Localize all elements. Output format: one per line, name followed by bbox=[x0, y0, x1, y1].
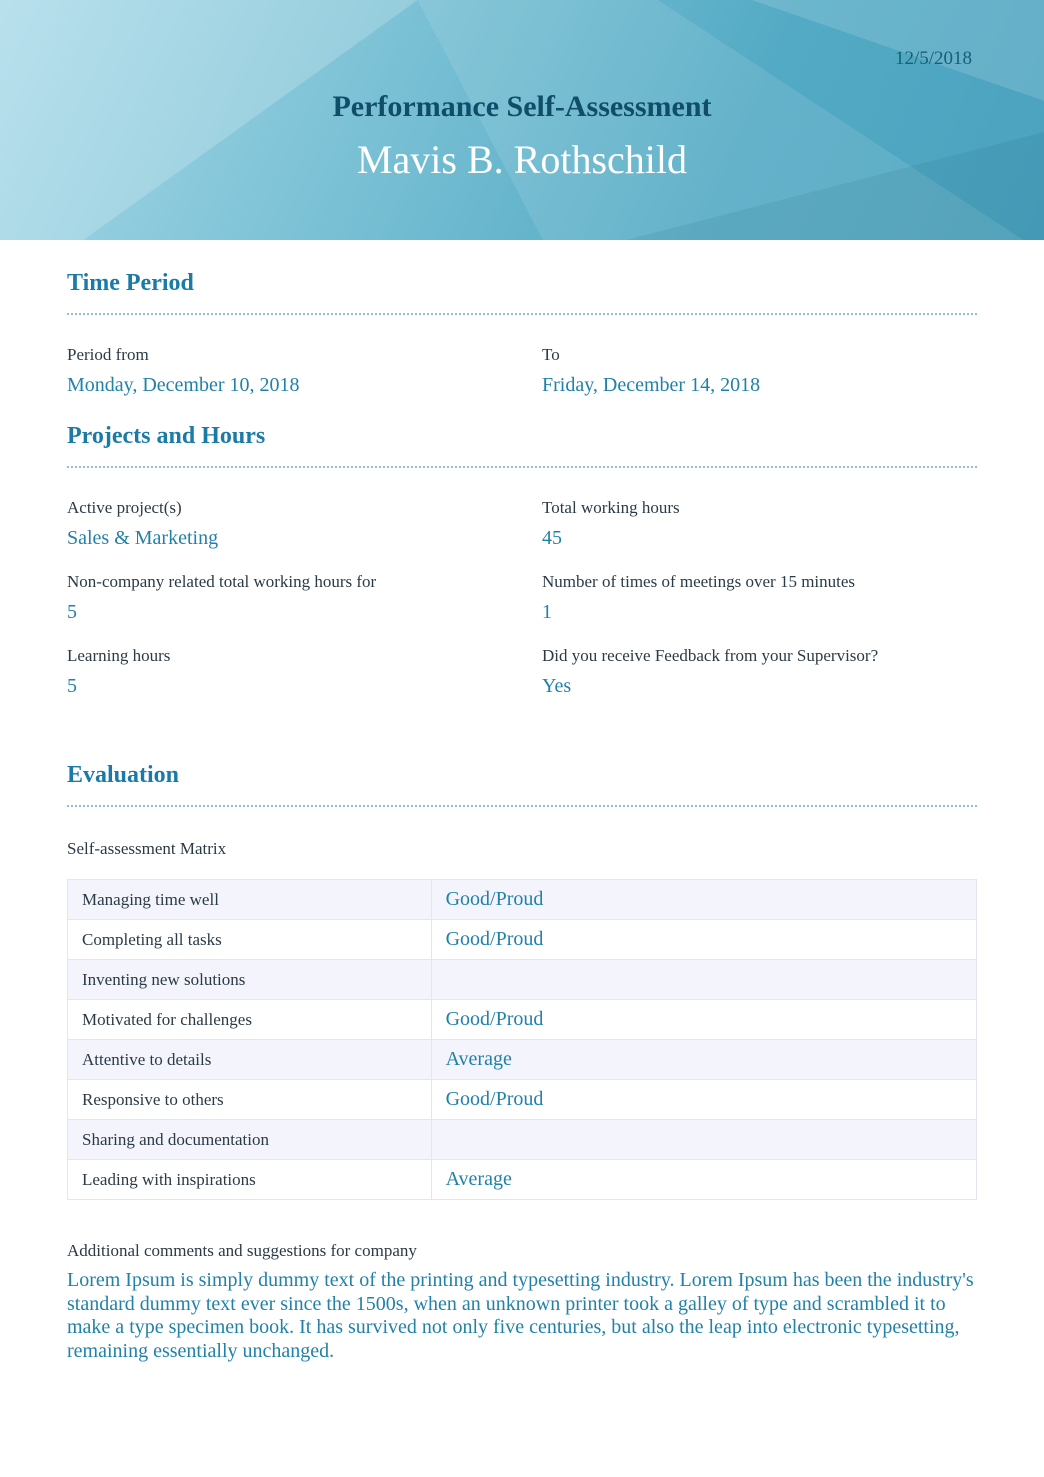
matrix-rating bbox=[431, 960, 976, 1000]
field-label: Number of times of meetings over 15 minutes bbox=[542, 572, 856, 591]
table-row bbox=[68, 1160, 977, 1200]
projects-hours-fields bbox=[67, 498, 977, 698]
self-assessment-matrix-table bbox=[67, 879, 977, 1200]
evaluation-heading: Evaluation bbox=[67, 762, 180, 788]
matrix-rating: Good/Proud bbox=[431, 1080, 976, 1120]
section-evaluation bbox=[67, 762, 977, 1363]
matrix-criterion: Motivated for challenges bbox=[68, 1000, 432, 1040]
field-value: Yes bbox=[542, 675, 572, 697]
section-divider bbox=[67, 313, 977, 315]
matrix-rating: Average bbox=[431, 1040, 976, 1080]
matrix-criterion: Managing time well bbox=[68, 880, 432, 920]
table-row bbox=[68, 960, 977, 1000]
matrix-label: Self-assessment Matrix bbox=[67, 839, 227, 858]
matrix-criterion: Attentive to details bbox=[68, 1040, 432, 1080]
table-row bbox=[68, 1000, 977, 1040]
field-period-to bbox=[542, 345, 977, 397]
matrix-criterion: Responsive to others bbox=[68, 1080, 432, 1120]
section-divider bbox=[67, 805, 977, 807]
comments-label: Additional comments and suggestions for company bbox=[67, 1241, 417, 1260]
matrix-criterion: Leading with inspirations bbox=[68, 1160, 432, 1200]
table-row bbox=[68, 1080, 977, 1120]
section-divider bbox=[67, 466, 977, 468]
table-row bbox=[68, 880, 977, 920]
time-period-fields bbox=[67, 345, 977, 397]
field-value: 1 bbox=[542, 601, 552, 623]
field-value: Monday, December 10, 2018 bbox=[67, 374, 300, 396]
matrix-criterion: Inventing new solutions bbox=[68, 960, 432, 1000]
matrix-rating: Good/Proud bbox=[431, 880, 976, 920]
field-meetings-count bbox=[542, 572, 977, 624]
matrix-criterion: Completing all tasks bbox=[68, 920, 432, 960]
section-projects-and-hours bbox=[67, 423, 977, 698]
field-value: Sales & Marketing bbox=[67, 527, 219, 549]
section-time-period bbox=[67, 270, 977, 397]
field-label: Learning hours bbox=[67, 646, 171, 665]
matrix-rating: Average bbox=[431, 1160, 976, 1200]
time-period-heading: Time Period bbox=[67, 270, 194, 296]
matrix-rating: Good/Proud bbox=[431, 920, 976, 960]
matrix-rating: Good/Proud bbox=[431, 1000, 976, 1040]
field-label: Total working hours bbox=[542, 498, 680, 517]
matrix-rating bbox=[431, 1120, 976, 1160]
document-title: Performance Self-Assessment bbox=[332, 90, 712, 123]
field-label: Period from bbox=[67, 345, 149, 364]
document-header bbox=[0, 0, 1044, 240]
field-label: Did you receive Feedback from your Supervisor? bbox=[542, 646, 879, 665]
field-period-from bbox=[67, 345, 502, 397]
comments-text: Lorem Ipsum is simply dummy text of the printing and typesetting industry. Lorem Ipsum has been the industry's standard dummy text ever since the 1500s, when an unknown printer took a galley of type and scrambled it to make a type specimen book. It has survived not only five centuries, but also the leap into electronic typesetting, remaining essentially unchanged. bbox=[67, 1269, 974, 1362]
employee-name: Mavis B. Rothschild bbox=[356, 137, 688, 182]
table-row bbox=[68, 1040, 977, 1080]
field-label: Active project(s) bbox=[67, 498, 182, 517]
field-supervisor-feedback bbox=[542, 646, 977, 698]
header-date: 12/5/2018 bbox=[894, 48, 972, 69]
document-body bbox=[0, 270, 1044, 1423]
field-non-company-hours bbox=[67, 572, 502, 624]
matrix-criterion: Sharing and documentation bbox=[68, 1120, 432, 1160]
field-value: 5 bbox=[67, 601, 77, 623]
projects-hours-heading: Projects and Hours bbox=[67, 423, 266, 449]
field-value: 5 bbox=[67, 675, 77, 697]
field-value: 45 bbox=[542, 527, 562, 549]
field-value: Friday, December 14, 2018 bbox=[542, 374, 761, 396]
table-row bbox=[68, 920, 977, 960]
field-label: Non-company related total working hours for bbox=[67, 572, 377, 591]
field-total-working-hours bbox=[542, 498, 977, 550]
field-label: To bbox=[542, 345, 560, 364]
field-active-projects bbox=[67, 498, 502, 550]
field-learning-hours bbox=[67, 646, 502, 698]
table-row bbox=[68, 1120, 977, 1160]
